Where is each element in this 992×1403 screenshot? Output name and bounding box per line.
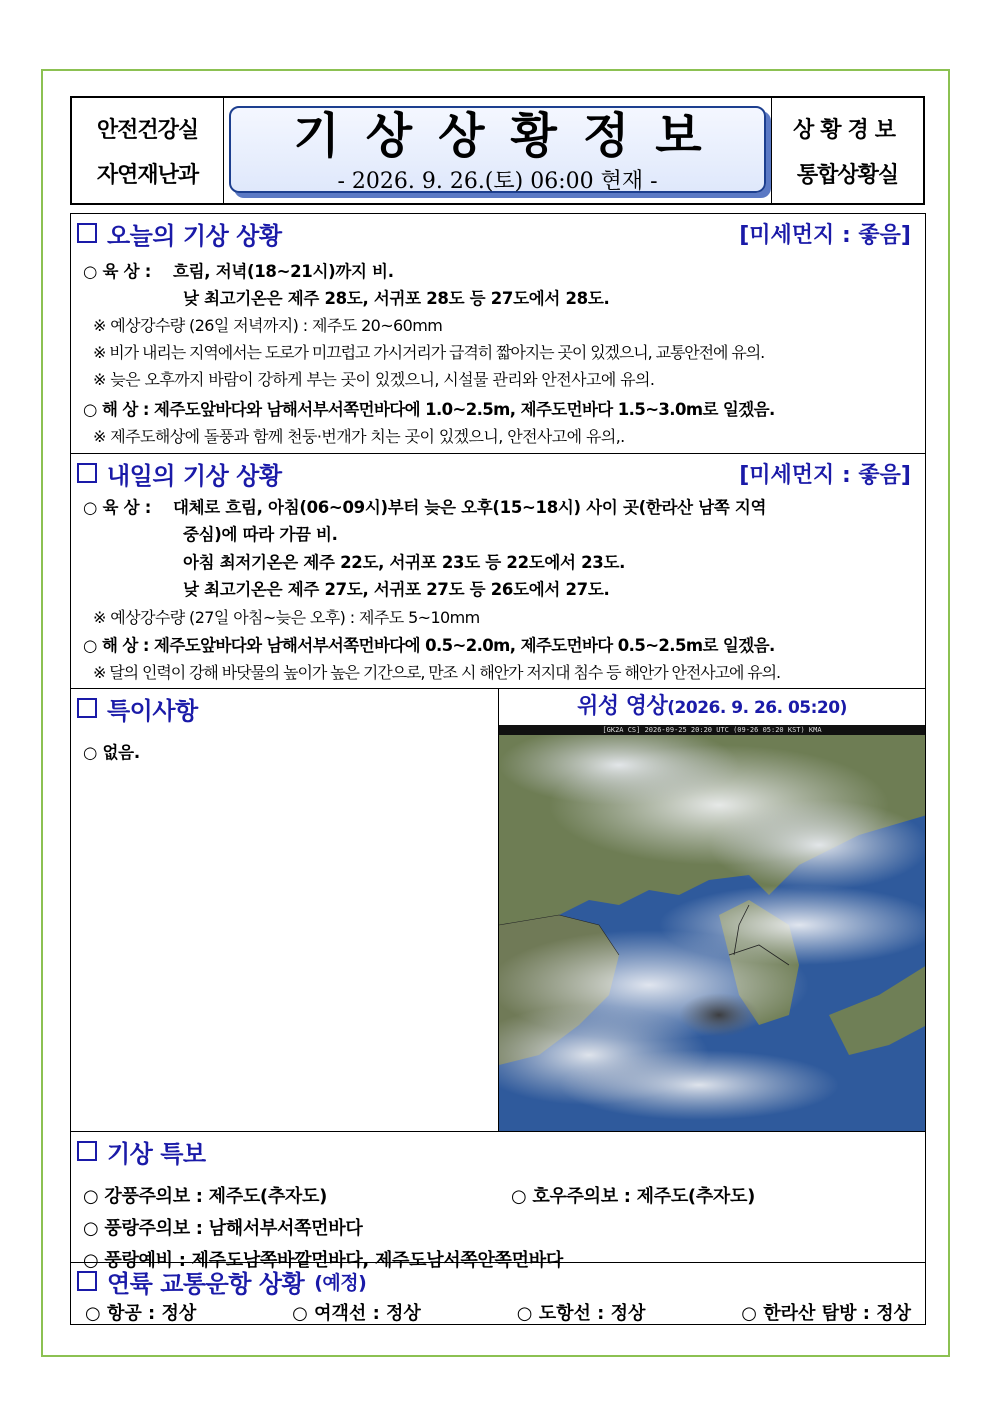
today-note-1: ※ 예상강수량 (26일 저녁까지) : 제주도 20~60mm: [93, 316, 443, 335]
transport-boat: ○ 도항선 : 정상: [516, 1303, 646, 1324]
department-line1: 안전건강실: [96, 117, 199, 143]
section-transport: [71, 1263, 925, 1326]
tomorrow-note-2: ※ 달의 인력이 강해 바닷물의 높이가 높은 기간으로, 만조 시 해안가 저지대 침수 등 해안가 안전사고에 유의.: [93, 663, 781, 682]
today-sea: ○ 해 상 : 제주도앞바다와 남해서부서쪽먼바다에 1.0~2.5m, 제주도먼바다 1.5~3.0m로 일겠음.: [83, 400, 775, 419]
transport-status-list: [85, 1299, 911, 1325]
tomorrow-land-3: 아침 최저기온은 제주 22도, 서귀포 23도 등 22도에서 23도.: [183, 553, 626, 572]
checkbox-square-icon: [77, 1271, 97, 1291]
section-warnings-title: 기상 특보: [77, 1134, 206, 1169]
checkbox-square-icon: [77, 223, 97, 243]
report-date: - 2026. 9. 26.(토) 06:00 현재 -: [337, 169, 658, 194]
warning-2: ○ 호우주의보 : 제주도(추자도): [511, 1186, 756, 1207]
section-tomorrow-title: 내일의 기상 상황: [77, 456, 282, 491]
fine-dust-tomorrow: [미세먼지 : 좋음]: [739, 462, 911, 488]
main-table: [70, 213, 926, 1325]
section-today-title: 오늘의 기상 상황: [77, 216, 282, 251]
today-land-2: 낮 최고기온은 제주 28도, 서귀포 28도 등 27도에서 28도.: [183, 289, 610, 308]
warning-4: ○ 풍랑예비 : 제주도남쪽바깥먼바다, 제주도남서쪽안쪽먼바다: [83, 1250, 563, 1271]
today-land-1: 흐림, 저녁(18~21시)까지 비.: [173, 262, 394, 281]
section-special-satellite: [71, 689, 925, 1132]
tomorrow-note-1: ※ 예상강수량 (27일 아침~늦은 오후) : 제주도 5~10mm: [93, 608, 480, 627]
warning-1: ○ 강풍주의보 : 제주도(추자도): [83, 1186, 328, 1207]
section-transport-title: 연륙 교통운항 상황 (예정): [77, 1264, 366, 1299]
section-warnings: [71, 1132, 925, 1271]
section-special-title: 특이사항: [77, 691, 198, 726]
special-item: ○ 없음.: [83, 743, 140, 762]
checkbox-square-icon: [77, 698, 97, 718]
tomorrow-land-2: 중심)에 따라 가끔 비.: [183, 525, 338, 544]
department-right: [771, 98, 923, 203]
tomorrow-land-1: 대체로 흐림, 아침(06~09시)부터 늦은 오후(15~18시) 사이 곳(한라산 남쪽 지역: [173, 498, 767, 517]
transport-air: ○ 항공 : 정상: [85, 1303, 197, 1324]
header: [70, 96, 925, 205]
transport-ferry: ○ 여객선 : 정상: [292, 1303, 421, 1324]
today-land-label: ○ 육 상 :: [83, 262, 152, 281]
today-note-3: ※ 늦은 오후까지 바람이 강하게 부는 곳이 있겠으니, 시설물 관리와 안전사고에 유의.: [93, 370, 655, 389]
title-box: [229, 106, 766, 193]
satellite-caption: [GK2A CS] 2026-09-25 20:20 UTC (09-26 05:20 KST) KMA: [499, 725, 925, 735]
satellite-image: [499, 725, 925, 1131]
section-tomorrow: [71, 454, 925, 689]
title-area: [224, 98, 771, 203]
department-right-line2: 통합상황실: [796, 162, 899, 188]
tomorrow-sea: ○ 해 상 : 제주도앞바다와 남해서부서쪽먼바다에 0.5~2.0m, 제주도먼바다 0.5~2.5m로 일겠음.: [83, 636, 775, 655]
department-right-line1: 상황경보: [792, 117, 902, 143]
today-note-2: ※ 비가 내리는 지역에서는 도로가 미끄럽고 가시거리가 급격히 짧아지는 곳이 있겠으니, 교통안전에 유의.: [93, 343, 765, 362]
page-title: 기상상황정보: [293, 108, 728, 164]
fine-dust-today: [미세먼지 : 좋음]: [739, 222, 911, 248]
checkbox-square-icon: [77, 463, 97, 483]
satellite-map-icon: [499, 725, 925, 1131]
department-line2: 자연재난과: [96, 162, 199, 188]
satellite-title: 위성 영상(2026. 9. 26. 05:20): [577, 694, 847, 719]
checkbox-square-icon: [77, 1141, 97, 1161]
satellite-panel: [498, 689, 925, 1131]
warning-3: ○ 풍랑주의보 : 남해서부서쪽먼바다: [83, 1218, 363, 1239]
department-left: [72, 98, 224, 203]
section-today: [71, 214, 925, 454]
tomorrow-land-label: ○ 육 상 :: [83, 498, 152, 517]
tomorrow-land-4: 낮 최고기온은 제주 27도, 서귀포 27도 등 26도에서 27도.: [183, 580, 610, 599]
transport-hallasan: ○ 한라산 탐방 : 정상: [741, 1303, 911, 1324]
today-note-4: ※ 제주도해상에 돌풍과 함께 천둥·번개가 치는 곳이 있겠으니, 안전사고에 유의,.: [93, 427, 625, 446]
